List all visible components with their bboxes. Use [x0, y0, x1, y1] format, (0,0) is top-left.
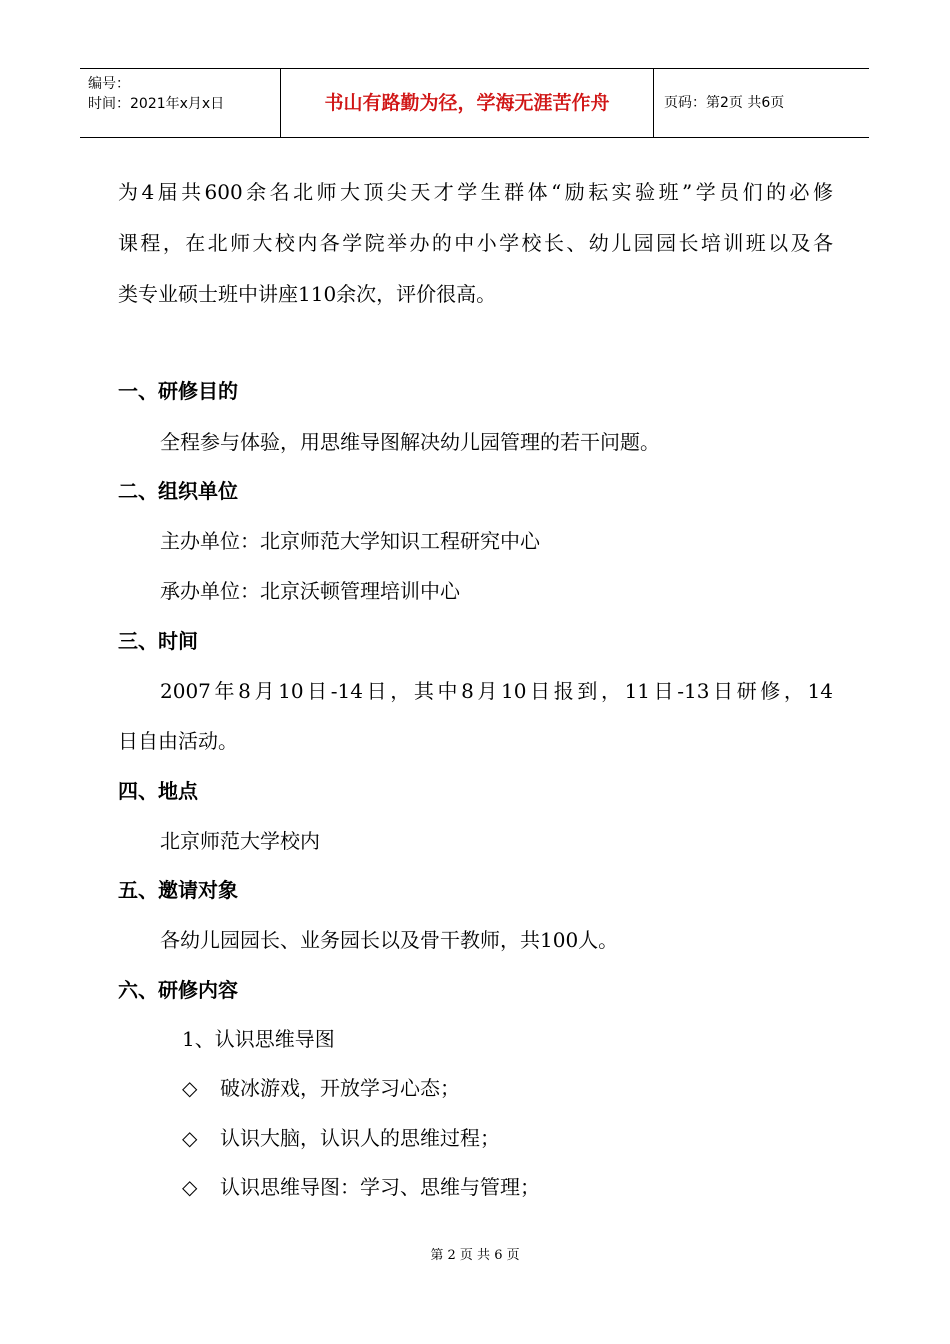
- section-heading: 一、研修目的: [118, 379, 238, 403]
- intro-line-1: 为4届共600余名北师大顶尖天才学生群体“励耘实验班”学员们的必修: [118, 180, 833, 204]
- subsection-title: 1、认识思维导图: [182, 1027, 335, 1051]
- header-divider: [653, 69, 654, 137]
- bullet-item: [182, 1173, 540, 1201]
- intro-line-3: 类专业硕士班中讲座110余次，评价很高。: [118, 282, 497, 306]
- host-unit: 主办单位：北京师范大学知识工程研究中心: [160, 529, 540, 553]
- intro-line-2: 课程，在北师大校内各学院举办的中小学校长、幼儿园园长培训班以及各: [118, 231, 833, 255]
- section-heading: 六、研修内容: [118, 978, 238, 1002]
- diamond-bullet-icon: ◇: [182, 1076, 198, 1100]
- section-heading: 五、邀请对象: [118, 878, 238, 902]
- location-text: 北京师范大学校内: [160, 829, 320, 853]
- diamond-bullet-icon: ◇: [182, 1126, 198, 1150]
- doc-time-label: 时间：2021年x月x日: [88, 96, 225, 112]
- bullet-text: 认识思维导图：学习、思维与管理；: [220, 1175, 540, 1199]
- header-page-label: 页码：第2页 共6页: [664, 95, 785, 111]
- section-text: 全程参与体验，用思维导图解决幼儿园管理的若干问题。: [160, 430, 660, 454]
- page-header: [80, 68, 869, 138]
- doc-number-label: 编号：: [88, 76, 130, 92]
- audience-text: 各幼儿园园长、业务园长以及骨干教师，共100人。: [160, 928, 619, 952]
- page-footer: 第 2 页 共 6 页: [430, 1248, 520, 1263]
- bullet-text: 认识大脑，认识人的思维过程；: [220, 1126, 500, 1150]
- section-heading: 三、时间: [118, 629, 198, 653]
- header-motto: 书山有路勤为径，学海无涯苦作舟: [324, 92, 610, 114]
- section-heading: 二、组织单位: [118, 479, 238, 503]
- diamond-bullet-icon: ◇: [182, 1175, 198, 1199]
- organizer-unit: 承办单位：北京沃顿管理培训中心: [160, 579, 460, 603]
- time-line-1: 2007年8月10日-14日，其中8月10日报到，11日-13日研修，14: [160, 679, 833, 703]
- header-meta: [80, 69, 280, 137]
- bullet-text: 破冰游戏，开放学习心态；: [220, 1076, 460, 1100]
- time-line-2: 日自由活动。: [118, 729, 238, 753]
- bullet-item: [182, 1074, 460, 1102]
- bullet-item: [182, 1124, 500, 1152]
- section-heading: 四、地点: [118, 779, 198, 803]
